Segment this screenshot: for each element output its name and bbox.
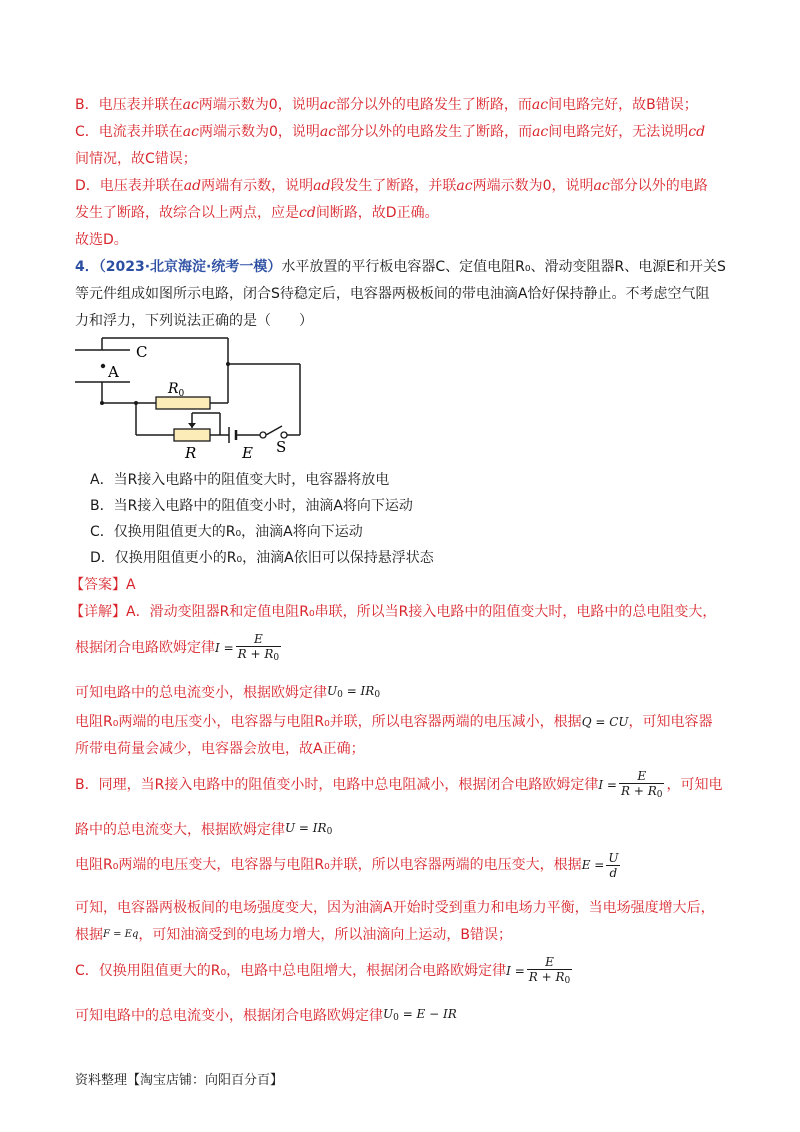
question-source: （2023·北京海淀·统考一模） bbox=[98, 259, 282, 275]
formula-u0-ir0: $U_0 = IR_0$ bbox=[327, 684, 381, 700]
switch-contact-left bbox=[260, 432, 266, 438]
label-s: S bbox=[276, 438, 287, 456]
prev-option-d-line2: 发生了断路，故综合以上两点，应是cd间断路，故D正确。 bbox=[75, 205, 439, 221]
prev-conclusion: 故选D。 bbox=[75, 232, 128, 248]
detail-line4: 电阻R₀两端的电压变小，电容器与电阻R₀并联，所以电容器两端的电压减小，根据Q = CU，可知电容器 bbox=[75, 714, 713, 730]
detail-line12: 可知电路中的总电流变小，根据闭合电路欧姆定律$U_0 = E$ − IR bbox=[75, 1007, 457, 1024]
label-r: R bbox=[185, 444, 197, 462]
detail-line7: 路中的总电流变大，根据欧姆定律$U = IR_0$ bbox=[75, 821, 333, 838]
detail-line2: 根据闭合电路欧姆定律I = $\frac{E}{R + R_0}$ bbox=[75, 631, 280, 663]
rheostat-r bbox=[174, 429, 210, 441]
switch-blade bbox=[266, 426, 282, 435]
detail-line10: 根据F = Eq，可知油滴受到的电场力增大，所以油滴向上运动，B错误； bbox=[75, 927, 512, 943]
formula-ohm-closed-1: $\frac{E}{R + R_0}$ bbox=[237, 631, 280, 663]
slider-arrow bbox=[188, 423, 196, 428]
footer-source: 资料整理【淘宝店铺：向阳百分百】 bbox=[75, 1073, 284, 1088]
label-a: A bbox=[108, 363, 119, 381]
detail-line6: B．同理，当R接入电路中的阻值变小时，电路中总电阻减小，根据闭合电路欧姆定律I = $\frac{E}{R + R_0}$ ，可知电 bbox=[75, 768, 723, 800]
formula-q-cu: Q = CU bbox=[581, 715, 629, 729]
detail-line5: 所带电荷量会减少，电容器会放电，故A正确； bbox=[75, 741, 365, 757]
formula-u-ir0: $U = IR_0$ bbox=[285, 821, 333, 837]
question-line2: 等元件组成如图所示电路，闭合S待稳定后，电容器两极板间的带电油滴A恰好保持静止。不考虑空气阻 bbox=[75, 286, 710, 302]
formula-ohm-closed-2: $\frac{E}{R + R_0}$ bbox=[620, 768, 663, 800]
detail-line1: 【详解】A．滑动变阻器R和定值电阻R₀串联，所以当R接入电路中的阻值变大时，电路中的总电阻变大， bbox=[70, 604, 717, 620]
answer: 【答案】A bbox=[70, 577, 136, 593]
formula-u0-e-ir: $U_0 = E$ − IR bbox=[383, 1007, 457, 1023]
prev-option-c-line1: C．电流表并联在ac两端示数为0，说明ac部分以外的电路发生了断路，而ac间电路完好，无法说明cd bbox=[75, 124, 706, 140]
option-d: D．仅换用阻值更小的R₀，油滴A依旧可以保持悬浮状态 bbox=[90, 550, 434, 566]
detail-line9: 可知，电容器两极板间的电场强度变大，因为油滴A开始时受到重力和电场力平衡，当电场强度增大后， bbox=[75, 900, 715, 916]
circuit-diagram bbox=[70, 335, 320, 465]
label-r0: $R_0$ bbox=[168, 381, 185, 399]
detail-line11: C．仅换用阻值更大的R₀，电路中总电阻增大，根据闭合电路欧姆定律I = $\frac{E}{R + R_0}$ bbox=[75, 954, 571, 986]
question-line3: 力和浮力，下列说法正确的是（ ） bbox=[75, 313, 313, 329]
oil-drop bbox=[101, 364, 105, 368]
option-a: A．当R接入电路中的阻值变大时，电容器将放电 bbox=[90, 472, 390, 488]
prev-option-b: B．电压表并联在ac两端示数为0，说明ac部分以外的电路发生了断路，而ac间电路完好，故B错误； bbox=[75, 97, 698, 113]
prev-option-d-line1: D．电压表并联在ad两端有示数，说明ad段发生了断路，并联ac两端示数为0，说明ac部分以外的电路 bbox=[75, 178, 708, 194]
detail-line8: 电阻R₀两端的电压变大，电容器与电阻R₀并联，所以电容器两端的电压变大，根据E = $\frac{U}{d}$ bbox=[75, 850, 619, 880]
formula-ohm-closed-3: $\frac{E}{R + R_0}$ bbox=[528, 954, 571, 986]
label-e: E bbox=[242, 444, 253, 462]
option-c: C．仅换用阻值更大的R₀，油滴A将向下运动 bbox=[90, 524, 363, 540]
formula-f-eq: F = Eq bbox=[103, 929, 139, 940]
label-c: C bbox=[136, 343, 148, 361]
question-number: 4． bbox=[75, 259, 99, 275]
formula-e-ud: $\frac{U}{d}$ bbox=[608, 850, 619, 880]
question-line1: 4．（2023·北京海淀·统考一模）水平放置的平行板电容器C、定值电阻R₀、滑动变阻器R、电源E和开关S bbox=[75, 259, 726, 275]
detail-line3: 可知电路中的总电流变小，根据欧姆定律$U_0 = IR_0$ bbox=[75, 684, 381, 701]
option-b: B．当R接入电路中的阻值变小时，油滴A将向下运动 bbox=[90, 498, 413, 514]
prev-option-c-line2: 间情况，故C错误； bbox=[75, 151, 197, 167]
